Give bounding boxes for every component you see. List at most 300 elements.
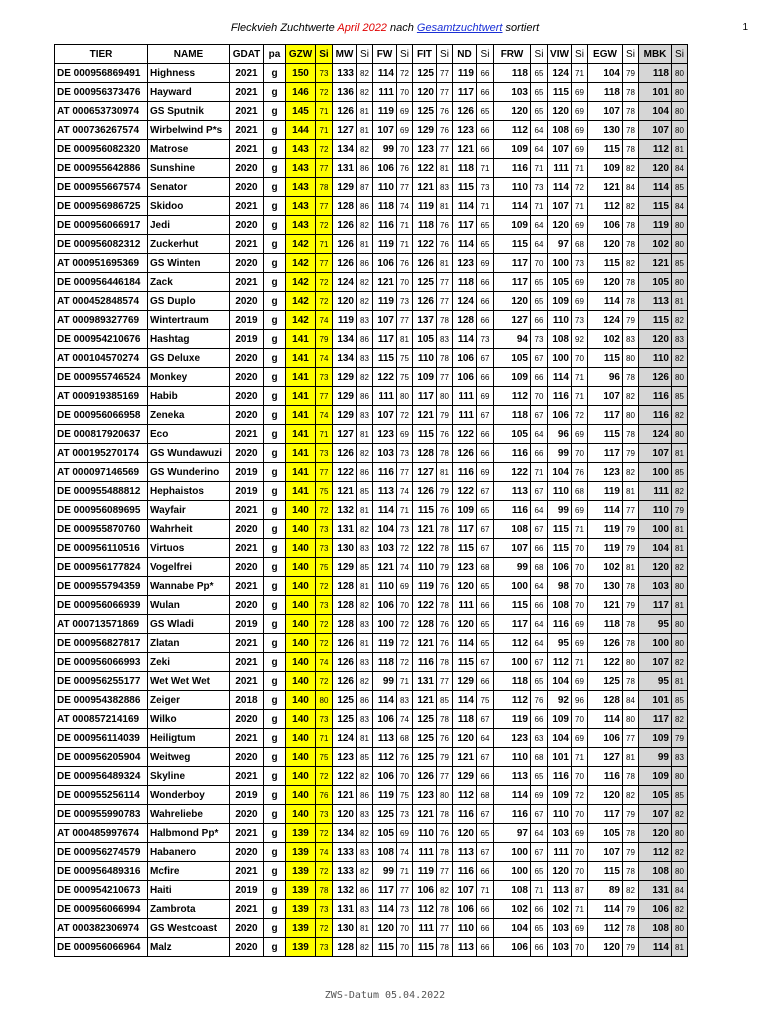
cell-mw-6: 128: [333, 615, 357, 634]
cell-pa-3: g: [264, 653, 286, 672]
cell-frw-14: 127: [494, 311, 531, 330]
cell-si-19: 78: [623, 83, 639, 102]
cell-si-7: 82: [357, 672, 373, 691]
cell-si-21: 81: [672, 539, 688, 558]
cell-mbk-20: 107: [639, 444, 672, 463]
cell-name-1: Zambrota: [148, 900, 230, 919]
cell-fit-10: 119: [413, 197, 437, 216]
cell-gdat-2: 2019: [230, 881, 264, 900]
cell-si-17: 70: [572, 767, 588, 786]
cell-viw-16: 108: [548, 330, 572, 349]
cell-si-5: 73: [316, 938, 333, 957]
cell-gzw-4: 140: [286, 615, 316, 634]
cell-mbk-20: 106: [639, 900, 672, 919]
cell-si-21: 81: [672, 596, 688, 615]
cell-si-19: 80: [623, 710, 639, 729]
cell-si-15: 67: [531, 843, 548, 862]
table-row: [55, 786, 688, 805]
column-header-mw-6: MW: [333, 45, 357, 64]
cell-si-15: 64: [531, 824, 548, 843]
cell-si-21: 82: [672, 482, 688, 501]
cell-gzw-4: 141: [286, 482, 316, 501]
cell-egw-18: 107: [588, 843, 623, 862]
cell-si-7: 81: [357, 729, 373, 748]
cell-tier-0: AT 000485997674: [55, 824, 148, 843]
cell-pa-3: g: [264, 121, 286, 140]
cell-si-19: 78: [623, 368, 639, 387]
cell-si-11: 78: [437, 444, 453, 463]
table-row: [55, 368, 688, 387]
cell-mw-6: 119: [333, 311, 357, 330]
cell-si-5: 78: [316, 178, 333, 197]
cell-si-5: 77: [316, 387, 333, 406]
column-header-si-13: Si: [477, 45, 494, 64]
cell-name-1: Wonderboy: [148, 786, 230, 805]
cell-gzw-4: 140: [286, 805, 316, 824]
cell-mbk-20: 116: [639, 387, 672, 406]
cell-si-15: 64: [531, 577, 548, 596]
cell-egw-18: 120: [588, 786, 623, 805]
cell-si-17: 69: [572, 273, 588, 292]
cell-frw-14: 99: [494, 558, 531, 577]
cell-viw-16: 111: [548, 843, 572, 862]
cell-si-5: 77: [316, 159, 333, 178]
cell-si-7: 86: [357, 387, 373, 406]
cell-viw-16: 95: [548, 634, 572, 653]
cell-gzw-4: 139: [286, 919, 316, 938]
cell-si-13: 67: [477, 349, 494, 368]
cell-si-9: 80: [397, 387, 413, 406]
cell-name-1: Highness: [148, 64, 230, 83]
cell-gdat-2: 2020: [230, 368, 264, 387]
cell-gzw-4: 140: [286, 596, 316, 615]
cell-si-7: 81: [357, 501, 373, 520]
cell-mbk-20: 112: [639, 843, 672, 862]
cell-si-13: 67: [477, 710, 494, 729]
cell-frw-14: 120: [494, 102, 531, 121]
table-row: [55, 748, 688, 767]
cell-pa-3: g: [264, 197, 286, 216]
cell-si-7: 82: [357, 520, 373, 539]
cell-egw-18: 106: [588, 729, 623, 748]
cell-si-15: 64: [531, 216, 548, 235]
cell-si-19: 78: [623, 577, 639, 596]
cell-si-13: 66: [477, 767, 494, 786]
cell-frw-14: 112: [494, 634, 531, 653]
cell-frw-14: 113: [494, 767, 531, 786]
cell-nd-12: 117: [453, 520, 477, 539]
cell-mbk-20: 108: [639, 919, 672, 938]
cell-si-5: 72: [316, 216, 333, 235]
column-header-fit-10: FIT: [413, 45, 437, 64]
cell-si-5: 75: [316, 482, 333, 501]
cell-gzw-4: 139: [286, 938, 316, 957]
cell-si-5: 71: [316, 729, 333, 748]
cell-si-19: 78: [623, 216, 639, 235]
cell-viw-16: 114: [548, 368, 572, 387]
cell-fw-8: 111: [373, 387, 397, 406]
cell-si-15: 63: [531, 729, 548, 748]
cell-gdat-2: 2020: [230, 216, 264, 235]
cell-mw-6: 126: [333, 254, 357, 273]
cell-fit-10: 126: [413, 254, 437, 273]
cell-frw-14: 109: [494, 368, 531, 387]
cell-si-15: 67: [531, 482, 548, 501]
cell-pa-3: g: [264, 881, 286, 900]
cell-pa-3: g: [264, 938, 286, 957]
cell-tier-0: DE 000954210676: [55, 330, 148, 349]
table-row: [55, 520, 688, 539]
cell-si-21: 81: [672, 140, 688, 159]
cell-egw-18: 122: [588, 653, 623, 672]
cell-frw-14: 114: [494, 197, 531, 216]
cell-gdat-2: 2021: [230, 729, 264, 748]
cell-nd-12: 122: [453, 482, 477, 501]
cell-frw-14: 109: [494, 140, 531, 159]
cell-si-13: 66: [477, 273, 494, 292]
cell-si-7: 86: [357, 159, 373, 178]
cell-fit-10: 121: [413, 691, 437, 710]
table-row: [55, 881, 688, 900]
cell-viw-16: 100: [548, 349, 572, 368]
cell-egw-18: 115: [588, 862, 623, 881]
cell-tier-0: AT 000104570274: [55, 349, 148, 368]
cell-si-11: 78: [437, 900, 453, 919]
cell-fit-10: 123: [413, 140, 437, 159]
cell-si-17: 70: [572, 710, 588, 729]
cell-si-5: 73: [316, 64, 333, 83]
cell-si-7: 82: [357, 596, 373, 615]
cell-si-5: 76: [316, 786, 333, 805]
cell-si-17: 73: [572, 311, 588, 330]
cell-si-17: 71: [572, 387, 588, 406]
table-row: [55, 216, 688, 235]
cell-si-21: 85: [672, 463, 688, 482]
cell-gzw-4: 143: [286, 216, 316, 235]
cell-gdat-2: 2021: [230, 121, 264, 140]
cell-gdat-2: 2021: [230, 140, 264, 159]
cell-viw-16: 101: [548, 748, 572, 767]
cell-si-11: 78: [437, 349, 453, 368]
cell-si-11: 79: [437, 558, 453, 577]
table-row: [55, 463, 688, 482]
cell-si-21: 80: [672, 577, 688, 596]
cell-name-1: Heiligtum: [148, 729, 230, 748]
cell-nd-12: 117: [453, 83, 477, 102]
cell-si-9: 72: [397, 64, 413, 83]
cell-gzw-4: 140: [286, 672, 316, 691]
cell-pa-3: g: [264, 919, 286, 938]
cell-fit-10: 126: [413, 767, 437, 786]
table-row: [55, 482, 688, 501]
cell-nd-12: 106: [453, 368, 477, 387]
cell-name-1: GS Wundawuzi: [148, 444, 230, 463]
cell-egw-18: 102: [588, 558, 623, 577]
cell-si-11: 76: [437, 235, 453, 254]
cell-frw-14: 100: [494, 862, 531, 881]
cell-si-11: 76: [437, 102, 453, 121]
cell-si-15: 65: [531, 919, 548, 938]
cell-si-17: 69: [572, 292, 588, 311]
table-row: [55, 558, 688, 577]
cell-nd-12: 114: [453, 197, 477, 216]
cell-gzw-4: 141: [286, 463, 316, 482]
cell-mw-6: 120: [333, 292, 357, 311]
cell-fw-8: 121: [373, 558, 397, 577]
cell-gdat-2: 2020: [230, 406, 264, 425]
cell-si-15: 65: [531, 862, 548, 881]
cell-si-21: 80: [672, 634, 688, 653]
cell-si-15: 65: [531, 83, 548, 102]
cell-si-17: 68: [572, 482, 588, 501]
cell-viw-16: 115: [548, 83, 572, 102]
column-header-si-15: Si: [531, 45, 548, 64]
cell-frw-14: 112: [494, 691, 531, 710]
footer-date: ZWS-Datum 05.04.2022: [324, 990, 446, 1001]
cell-gdat-2: 2019: [230, 482, 264, 501]
cell-si-9: 72: [397, 406, 413, 425]
cell-mbk-20: 115: [639, 311, 672, 330]
cell-gzw-4: 140: [286, 786, 316, 805]
cell-si-15: 71: [531, 463, 548, 482]
column-header-tier-0: TIER: [55, 45, 148, 64]
cell-si-13: 69: [477, 387, 494, 406]
cell-gdat-2: 2021: [230, 64, 264, 83]
cell-si-17: 69: [572, 216, 588, 235]
cell-si-19: 78: [623, 862, 639, 881]
cell-pa-3: g: [264, 596, 286, 615]
cell-si-17: 71: [572, 653, 588, 672]
cell-name-1: Vogelfrei: [148, 558, 230, 577]
cell-si-15: 68: [531, 748, 548, 767]
table-row: [55, 805, 688, 824]
cell-nd-12: 123: [453, 121, 477, 140]
cell-fw-8: 115: [373, 349, 397, 368]
cell-mbk-20: 110: [639, 349, 672, 368]
cell-si-19: 78: [623, 672, 639, 691]
cell-si-19: 79: [623, 938, 639, 957]
table-body: [55, 64, 688, 957]
column-header-si-17: Si: [572, 45, 588, 64]
cell-si-11: 82: [437, 881, 453, 900]
cell-si-7: 81: [357, 634, 373, 653]
cell-si-11: 76: [437, 216, 453, 235]
cell-si-13: 66: [477, 121, 494, 140]
cell-mw-6: 122: [333, 463, 357, 482]
cell-nd-12: 115: [453, 178, 477, 197]
cell-si-13: 69: [477, 463, 494, 482]
cell-tier-0: DE 000956827817: [55, 634, 148, 653]
column-header-fw-8: FW: [373, 45, 397, 64]
cell-si-13: 66: [477, 140, 494, 159]
cell-pa-3: g: [264, 102, 286, 121]
cell-si-13: 67: [477, 748, 494, 767]
cell-gzw-4: 140: [286, 520, 316, 539]
cell-tier-0: AT 000713571869: [55, 615, 148, 634]
cell-si-17: 71: [572, 197, 588, 216]
cell-egw-18: 104: [588, 64, 623, 83]
cell-si-15: 76: [531, 691, 548, 710]
cell-si-13: 66: [477, 368, 494, 387]
cell-fw-8: 121: [373, 273, 397, 292]
column-header-si-11: Si: [437, 45, 453, 64]
cell-si-11: 83: [437, 178, 453, 197]
cell-fit-10: 122: [413, 596, 437, 615]
cell-si-21: 82: [672, 349, 688, 368]
cell-si-19: 78: [623, 919, 639, 938]
cell-tier-0: DE 000956255177: [55, 672, 148, 691]
cell-si-13: 73: [477, 178, 494, 197]
cell-egw-18: 123: [588, 463, 623, 482]
cell-fw-8: 106: [373, 596, 397, 615]
page-number: 1: [742, 22, 748, 33]
cell-si-5: 73: [316, 710, 333, 729]
cell-tier-0: DE 000956066939: [55, 596, 148, 615]
cell-name-1: GS Winten: [148, 254, 230, 273]
cell-fit-10: 121: [413, 520, 437, 539]
cell-si-21: 80: [672, 273, 688, 292]
cell-viw-16: 97: [548, 235, 572, 254]
cell-fw-8: 117: [373, 330, 397, 349]
cell-mw-6: 134: [333, 349, 357, 368]
cell-si-15: 65: [531, 292, 548, 311]
cell-si-21: 81: [672, 672, 688, 691]
cell-fw-8: 103: [373, 444, 397, 463]
cell-si-17: 76: [572, 463, 588, 482]
cell-frw-14: 117: [494, 615, 531, 634]
cell-pa-3: g: [264, 634, 286, 653]
cell-si-7: 82: [357, 292, 373, 311]
cell-gdat-2: 2019: [230, 615, 264, 634]
cell-si-11: 78: [437, 539, 453, 558]
cell-frw-14: 122: [494, 463, 531, 482]
cell-si-9: 74: [397, 197, 413, 216]
cell-si-21: 82: [672, 653, 688, 672]
cell-tier-0: AT 000195270174: [55, 444, 148, 463]
breeding-values-table: [54, 44, 688, 957]
cell-egw-18: 126: [588, 634, 623, 653]
cell-si-19: 84: [623, 178, 639, 197]
cell-si-15: 70: [531, 387, 548, 406]
cell-si-17: 69: [572, 102, 588, 121]
cell-viw-16: 103: [548, 938, 572, 957]
cell-mbk-20: 105: [639, 273, 672, 292]
cell-si-11: 78: [437, 938, 453, 957]
cell-si-11: 77: [437, 83, 453, 102]
cell-si-15: 64: [531, 634, 548, 653]
cell-mbk-20: 120: [639, 159, 672, 178]
cell-si-13: 65: [477, 102, 494, 121]
cell-si-19: 81: [623, 482, 639, 501]
cell-si-7: 81: [357, 425, 373, 444]
cell-fw-8: 113: [373, 729, 397, 748]
cell-frw-14: 116: [494, 805, 531, 824]
cell-frw-14: 119: [494, 710, 531, 729]
cell-gdat-2: 2020: [230, 178, 264, 197]
cell-tier-0: DE 000956110516: [55, 539, 148, 558]
cell-si-9: 70: [397, 767, 413, 786]
cell-frw-14: 120: [494, 292, 531, 311]
cell-si-9: 70: [397, 938, 413, 957]
cell-viw-16: 110: [548, 805, 572, 824]
cell-mw-6: 129: [333, 178, 357, 197]
cell-si-17: 69: [572, 83, 588, 102]
cell-frw-14: 104: [494, 919, 531, 938]
cell-pa-3: g: [264, 254, 286, 273]
cell-si-19: 80: [623, 406, 639, 425]
table-header-row: [55, 45, 688, 64]
cell-frw-14: 115: [494, 596, 531, 615]
cell-fit-10: 125: [413, 273, 437, 292]
cell-nd-12: 112: [453, 786, 477, 805]
cell-si-7: 82: [357, 368, 373, 387]
cell-gzw-4: 139: [286, 881, 316, 900]
column-header-si-9: Si: [397, 45, 413, 64]
cell-si-17: 71: [572, 159, 588, 178]
cell-gzw-4: 140: [286, 634, 316, 653]
cell-tier-0: AT 000653730974: [55, 102, 148, 121]
cell-si-7: 82: [357, 938, 373, 957]
cell-gdat-2: 2021: [230, 653, 264, 672]
cell-si-9: 69: [397, 121, 413, 140]
cell-si-21: 85: [672, 786, 688, 805]
table-row: [55, 349, 688, 368]
cell-name-1: Jedi: [148, 216, 230, 235]
cell-si-13: 71: [477, 881, 494, 900]
cell-name-1: Skidoo: [148, 197, 230, 216]
cell-mw-6: 124: [333, 729, 357, 748]
table-row: [55, 406, 688, 425]
cell-name-1: Senator: [148, 178, 230, 197]
cell-si-15: 66: [531, 938, 548, 957]
cell-mw-6: 121: [333, 482, 357, 501]
cell-mbk-20: 120: [639, 330, 672, 349]
cell-pa-3: g: [264, 710, 286, 729]
cell-si-9: 70: [397, 919, 413, 938]
cell-fit-10: 127: [413, 463, 437, 482]
cell-mbk-20: 117: [639, 596, 672, 615]
column-header-gzw-4: GZW: [286, 45, 316, 64]
cell-si-15: 67: [531, 653, 548, 672]
cell-si-17: 69: [572, 824, 588, 843]
table-row: [55, 197, 688, 216]
cell-si-11: 78: [437, 710, 453, 729]
cell-tier-0: DE 000955746524: [55, 368, 148, 387]
cell-gdat-2: 2020: [230, 444, 264, 463]
cell-si-15: 66: [531, 900, 548, 919]
cell-si-15: 66: [531, 596, 548, 615]
cell-frw-14: 110: [494, 178, 531, 197]
cell-si-19: 78: [623, 102, 639, 121]
cell-fit-10: 122: [413, 159, 437, 178]
cell-viw-16: 116: [548, 767, 572, 786]
page-title: [0, 22, 770, 34]
cell-si-9: 72: [397, 634, 413, 653]
cell-si-17: 69: [572, 140, 588, 159]
cell-fw-8: 105: [373, 824, 397, 843]
cell-fw-8: 107: [373, 121, 397, 140]
column-header-name-1: NAME: [148, 45, 230, 64]
cell-egw-18: 120: [588, 273, 623, 292]
cell-si-7: 82: [357, 140, 373, 159]
cell-gzw-4: 140: [286, 767, 316, 786]
cell-mbk-20: 110: [639, 501, 672, 520]
cell-frw-14: 116: [494, 444, 531, 463]
cell-si-21: 80: [672, 824, 688, 843]
cell-name-1: GS Deluxe: [148, 349, 230, 368]
cell-name-1: Eco: [148, 425, 230, 444]
cell-si-11: 78: [437, 596, 453, 615]
